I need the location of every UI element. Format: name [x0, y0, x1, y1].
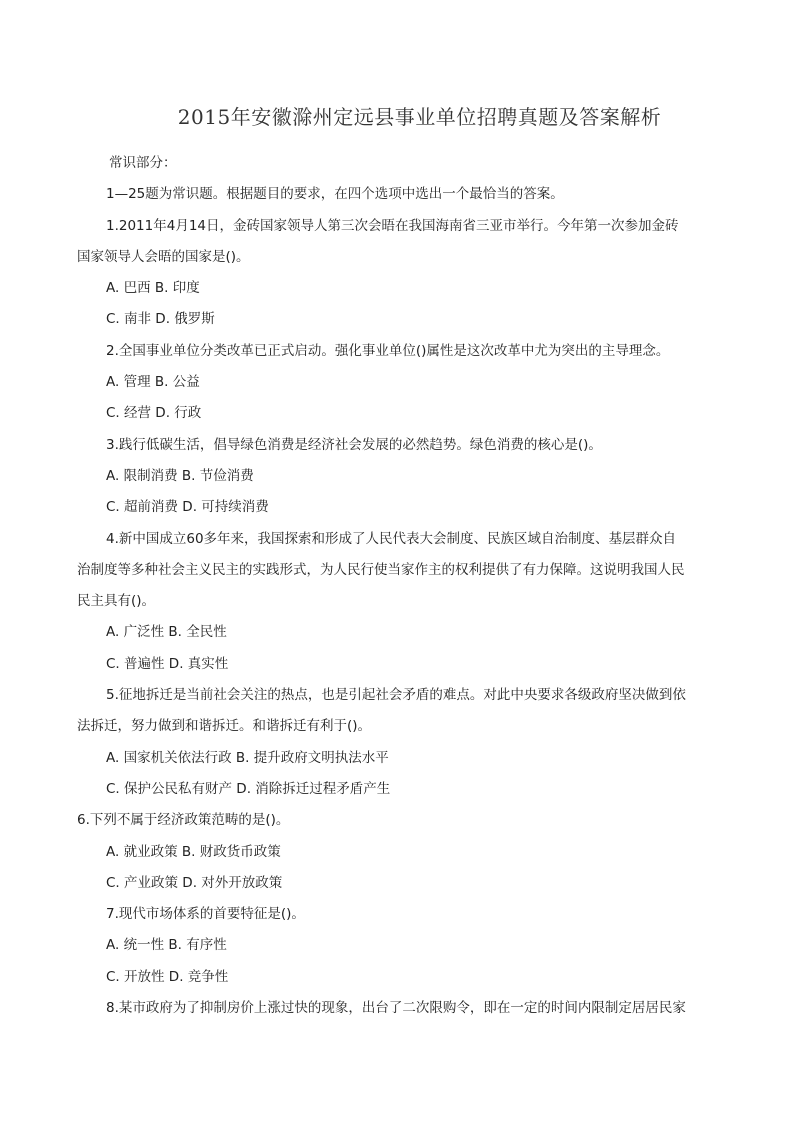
section-heading: 常识部分： — [109, 155, 177, 171]
document-title: 2015年安徽滁州定远县事业单位招聘真题及答案解析 — [177, 105, 662, 129]
question-6-options-ab: A. 就业政策 B. 财政货币政策 — [106, 843, 281, 860]
question-1-options-cd: C. 南非 D. 俄罗斯 — [106, 311, 215, 328]
question-1-options-ab: A. 巴西 B. 印度 — [106, 280, 200, 297]
document-body — [77, 151, 717, 1027]
question-5-options-cd: C. 保护公民私有财产 D. 消除拆迁过程矛盾产生 — [106, 780, 391, 797]
question-8-line-1: 8.某市政府为了抑制房价上涨过快的现象，出台了二次限购令，即在一定的时间内限制定居居民家 — [106, 1000, 686, 1017]
instructions: 1—25题为常识题。根据题目的要求，在四个选项中选出一个最恰当的答案。 — [106, 186, 564, 203]
question-4-line-3: 民主具有()。 — [77, 593, 156, 610]
question-1-line-1: 1.2011年4月14日，金砖国家领导人第三次会晤在我国海南省三亚市举行。今年第一次参加金砖 — [106, 217, 679, 234]
question-3-options-ab: A. 限制消费 B. 节俭消费 — [106, 467, 254, 484]
question-2-options-ab: A. 管理 B. 公益 — [106, 374, 200, 391]
question-5-line-2: 法拆迁，努力做到和谐拆迁。和谐拆迁有利于()。 — [77, 718, 372, 735]
question-1-line-2: 国家领导人会晤的国家是()。 — [77, 248, 250, 265]
question-4-line-2: 治制度等多种社会主义民主的实践形式，为人民行使当家作主的权利提供了有力保障。这说明我国人民 — [77, 561, 685, 578]
question-4-line-1: 4.新中国成立60多年来，我国探索和形成了人民代表大会制度、民族区域自治制度、基层群众自 — [106, 530, 677, 547]
question-6-line-1: 6.下列不属于经济政策范畴的是()。 — [77, 812, 290, 829]
question-2-options-cd: C. 经营 D. 行政 — [106, 405, 202, 422]
question-6-options-cd: C. 产业政策 D. 对外开放政策 — [106, 874, 283, 891]
question-7-options-ab: A. 统一性 B. 有序性 — [106, 937, 227, 954]
question-3-options-cd: C. 超前消费 D. 可持续消费 — [106, 499, 269, 516]
question-5-line-1: 5.征地拆迁是当前社会关注的热点，也是引起社会矛盾的难点。对此中央要求各级政府坚决做到依 — [106, 687, 686, 704]
question-5-options-ab: A. 国家机关依法行政 B. 提升政府文明执法水平 — [106, 749, 389, 766]
question-4-options-ab: A. 广泛性 B. 全民性 — [106, 624, 227, 641]
question-7-options-cd: C. 开放性 D. 竞争性 — [106, 968, 229, 985]
question-4-options-cd: C. 普遍性 D. 真实性 — [106, 655, 229, 672]
question-2-line-1: 2.全国事业单位分类改革已正式启动。强化事业单位()属性是这次改革中尤为突出的主导理念。 — [106, 342, 670, 359]
question-3-line-1: 3.践行低碳生活，倡导绿色消费是经济社会发展的必然趋势。绿色消费的核心是()。 — [106, 436, 602, 453]
question-7-line-1: 7.现代市场体系的首要特征是()。 — [106, 906, 305, 923]
